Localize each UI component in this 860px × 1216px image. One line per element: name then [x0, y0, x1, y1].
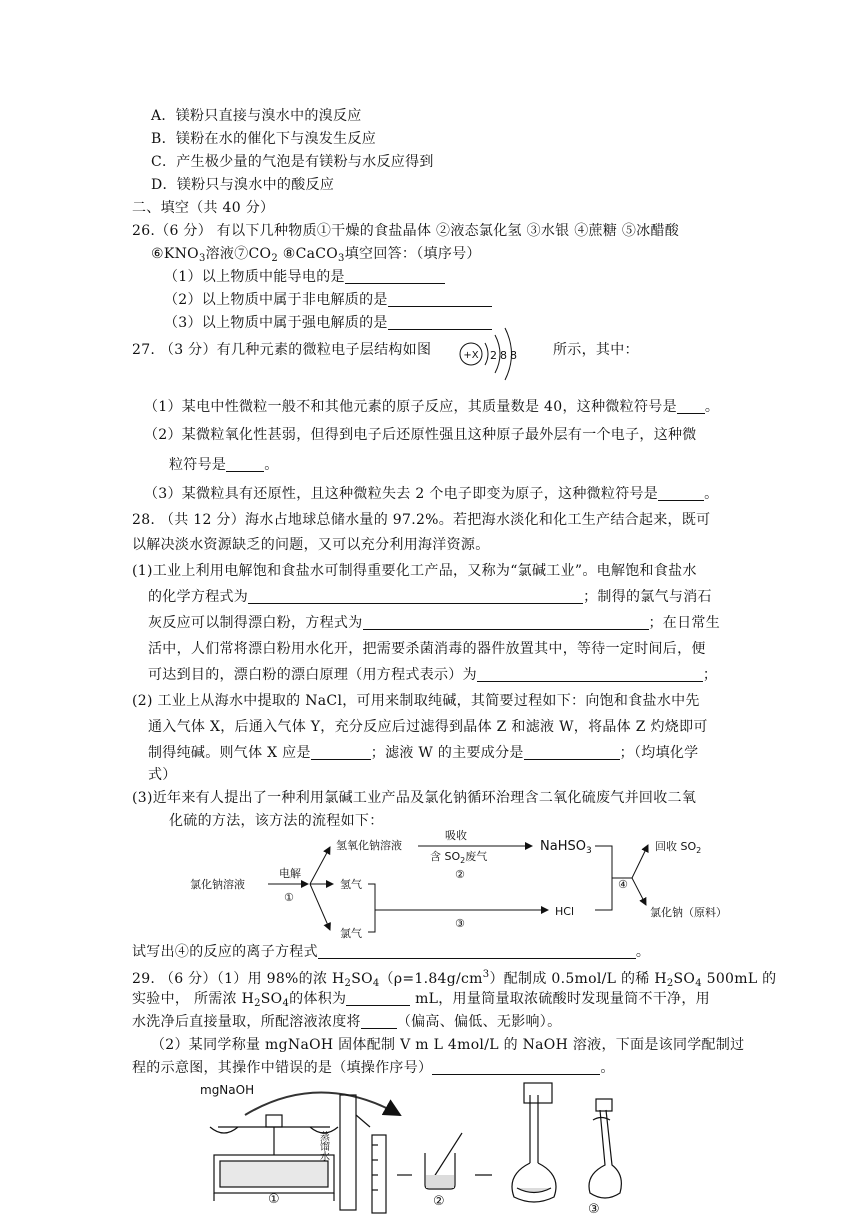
q28-line2: 以解决淡水资源缺乏的问题，又可以充分利用海洋资源。 — [132, 537, 490, 553]
node-nacl-raw: 氯化钠（原料） — [650, 906, 727, 919]
q28-p3-l1: (3)近年来有人提出了一种利用氯碱工业产品及氯化钠循环治理含二氧化硫废气并回收二氧 — [132, 790, 697, 806]
q28-p1-l3: 灰反应可以制得漂白粉，方程式为 ；在日常生 — [148, 615, 720, 631]
q29-line5: 程的示意图，其操作中错误的是（填操作序号） 。 — [132, 1060, 615, 1076]
answer-blank[interactable] — [345, 269, 445, 284]
shell-3-count: 8 — [510, 349, 517, 362]
q27-part2a: （2）某微粒氧化性甚弱，但得到电子后还原性强且这种原子最外层有一个电子，这种微 — [144, 427, 697, 443]
answer-blank[interactable] — [432, 1060, 600, 1075]
q29-line1: 29. （6 分）（1）用 98%的浓 $H_2SO_4(\rho=1.84g/cm^3)$配制成 0.5mol/L 的稀 $H_2SO_4$ 500mL 的 — [132, 969, 777, 989]
answer-blank[interactable] — [318, 944, 636, 959]
node-chlorine: 氯气 — [340, 927, 362, 940]
node-hcl: HCl — [555, 905, 575, 918]
q29-line3: 水洗净后直接量取，所配溶液浓度将 （偏高、偏低、无影响）。 — [132, 1014, 562, 1030]
label-step-3: ③ — [588, 1202, 600, 1215]
option-b: B．镁粉在水的催化下与溴发生反应 — [151, 131, 377, 147]
answer-blank[interactable] — [477, 667, 703, 682]
q27-intro-end: 所示，其中： — [553, 342, 639, 358]
q28-p1-l5: 可达到目的，漂白粉的漂白原理（用方程式表示）为 ； — [148, 667, 718, 683]
answer-blank[interactable] — [226, 457, 264, 472]
q28-p2-l3: 制得纯碱。则气体 X 应是 ；滤液 W 的主要成分是 ；（均填化学 — [148, 745, 699, 761]
q29-line4: （2）某同学称量 mgNaOH 固体配制 V m L 4mol/L 的 NaOH 溶液，下面是该同学配制过 — [151, 1037, 745, 1053]
node-nacl-solution: 氯化钠溶液 — [190, 878, 245, 891]
volumetric-flask-icon — [512, 1083, 556, 1202]
answer-blank[interactable] — [388, 292, 492, 307]
nucleus-label: +X — [463, 350, 479, 361]
q28-final: 试写出④的反应的离子方程式 。 — [132, 944, 651, 960]
flow-chart — [180, 820, 760, 945]
label-distilled-water: 蒸馏水 — [317, 1131, 329, 1161]
answer-blank[interactable] — [524, 745, 620, 760]
q28-p2-l2: 通入气体 X，后通入气体 Y，充分反应后过滤得到晶体 Z 和滤液 W，将晶体 Z 灼烧即可 — [148, 719, 708, 735]
q28-p2-l4: 式） — [148, 767, 177, 783]
answer-blank[interactable] — [361, 1014, 397, 1029]
option-a: A．镁粉只直接与溴水中的溴反应 — [151, 108, 362, 124]
label-absorb: 吸收 — [445, 829, 467, 842]
electron-shell-diagram — [455, 325, 530, 383]
q28-p1-l1: (1)工业上利用电解饱和食盐水可制得重要化工产品，又称为“氯碱工业”。电解饱和食盐水 — [132, 563, 697, 579]
node-recover-so2: 回收 $SO_2$ — [655, 840, 702, 855]
q26-item-1: （1）以上物质中能导电的是 — [164, 267, 445, 287]
answer-blank[interactable] — [363, 615, 649, 630]
label-step-1: ① — [284, 891, 294, 904]
option-c: C．产生极少量的气泡是有镁粉与水反应得到 — [151, 154, 434, 170]
answer-blank[interactable] — [658, 486, 704, 501]
volumetric-flask-shaking-icon — [589, 1099, 621, 1198]
option-d: D．镁粉只与溴水中的酸反应 — [151, 177, 335, 193]
q28-p2-l1: (2) 工业上从海水中提取的 NaCl，可用来制取纯碱，其简要过程如下：向饱和食盐水中先 — [132, 693, 700, 709]
q27-part2b: 粒符号是 。 — [169, 457, 279, 473]
q28-p3-l2: 化硫的方法，该方法的流程如下： — [169, 813, 384, 829]
answer-blank[interactable] — [346, 991, 410, 1006]
node-nahso3: NaHSO$_3$ — [540, 839, 592, 856]
q29-line2: 实验中， 所需浓 $H_2SO_4$的体积为 mL，用量筒量取浓硫酸时发现量筒不干净，用 — [132, 991, 710, 1009]
q26-line2: $⑥KNO_3$溶液$⑦CO_2$ ⑧CaCO$_3$填空回答：（填序号） — [151, 246, 481, 264]
lab-procedure-figure — [200, 1075, 630, 1215]
graduated-cylinder-icon — [340, 1095, 386, 1213]
label-step-2: ② — [455, 868, 465, 881]
q27-part1: （1）某电中性微粒一般不和其他元素的原子反应，其质量数是 40，这种微粒符号是 。 — [144, 399, 720, 415]
label-electrolysis: 电解 — [279, 867, 301, 880]
q26-item-3: （3）以上物质中属于强电解质的是 — [164, 313, 492, 333]
q28-p1-l2: 的化学方程式为 ；制得的氯气与消石 — [148, 589, 712, 605]
label-step-3: ③ — [455, 917, 465, 930]
node-hydrogen: 氢气 — [340, 878, 362, 891]
shell-1-count: 2 — [490, 349, 497, 362]
label-so2-gas: 含 $SO_2$废气 — [430, 850, 488, 865]
q26-line1: 26.（6 分） 有以下几种物质①干燥的食盐晶体 ②液态氯化氢 ③水银 ④蔗糖 ⑤冰醋酸 — [132, 223, 680, 239]
label-step-1: ① — [268, 1192, 280, 1207]
answer-blank[interactable] — [677, 399, 705, 414]
section-title: 二、填空（共 40 分） — [132, 200, 275, 216]
label-step-2: ② — [433, 1194, 445, 1209]
label-step-4: ④ — [618, 878, 628, 891]
q28-line1: 28. （共 12 分）海水占地球总储水量的 97.2%。若把海水淡化和化工生产结合起来，既可 — [132, 512, 711, 528]
q27-part3: （3）某微粒具有还原性，且这种微粒失去 2 个电子即变为原子，这种微粒符号是 。 — [144, 486, 719, 502]
shell-2-count: 8 — [500, 349, 507, 362]
answer-blank[interactable] — [248, 589, 583, 604]
q27-intro: 27. （3 分）有几种元素的微粒电子层结构如图 — [132, 342, 432, 358]
answer-blank[interactable] — [311, 745, 371, 760]
beaker-icon — [425, 1133, 462, 1189]
label-mgnaoh: mgNaOH — [200, 1083, 255, 1097]
q28-p1-l4: 活中，人们常将漂白粉用水化开，把需要杀菌消毒的器件放置其中，等待一定时间后，便 — [148, 641, 706, 657]
node-naoh: 氢氧化钠溶液 — [336, 839, 402, 852]
q26-item-2: （2）以上物质中属于非电解质的是 — [164, 290, 492, 310]
